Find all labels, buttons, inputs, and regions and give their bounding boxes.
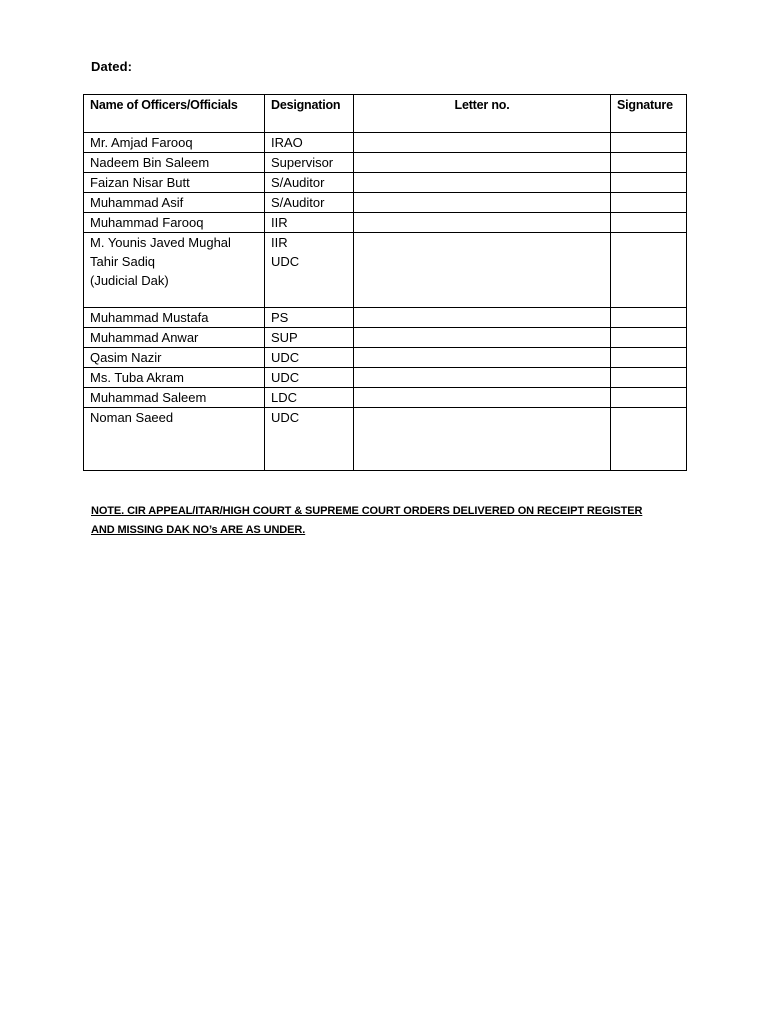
- header-letter-no: Letter no.: [354, 95, 611, 133]
- table-row: [84, 233, 687, 308]
- name-line: Mr. Amjad Farooq: [90, 135, 193, 150]
- note-text: [91, 502, 691, 540]
- table-row: [84, 193, 687, 213]
- name-cell: [84, 348, 265, 368]
- table-row: [84, 308, 687, 328]
- letter-no-cell: [354, 368, 611, 388]
- letter-no-cell: [354, 133, 611, 153]
- letter-no-cell: [354, 348, 611, 368]
- designation-cell: [265, 193, 354, 213]
- table-row: [84, 133, 687, 153]
- letter-no-cell: [354, 388, 611, 408]
- signature-cell: [611, 328, 687, 348]
- designation-line: IRAO: [271, 135, 303, 150]
- designation-cell: [265, 388, 354, 408]
- designation-line: UDC: [271, 370, 300, 385]
- table-row: [84, 388, 687, 408]
- signature-cell: [611, 388, 687, 408]
- name-cell: [84, 368, 265, 388]
- table-body: [84, 133, 687, 471]
- designation-cell: [265, 408, 354, 471]
- name-cell: [84, 328, 265, 348]
- letter-no-cell: [354, 153, 611, 173]
- signature-cell: [611, 233, 687, 308]
- designation-cell: [265, 368, 354, 388]
- designation-cell: [265, 348, 354, 368]
- letter-no-cell: [354, 308, 611, 328]
- name-cell: [84, 133, 265, 153]
- signature-cell: [611, 193, 687, 213]
- name-line: Qasim Nazir: [90, 350, 162, 365]
- name-line: M. Younis Javed Mughal: [90, 235, 231, 250]
- dated-label: Dated:: [91, 59, 133, 74]
- letter-no-cell: [354, 328, 611, 348]
- name-cell: [84, 233, 265, 308]
- name-cell: [84, 308, 265, 328]
- table-row: [84, 213, 687, 233]
- letter-no-cell: [354, 193, 611, 213]
- signature-cell: [611, 133, 687, 153]
- name-line: Noman Saeed: [90, 410, 174, 425]
- name-line: Muhammad Saleem: [90, 390, 207, 405]
- signature-cell: [611, 213, 687, 233]
- letter-no-cell: [354, 213, 611, 233]
- table-row: [84, 408, 687, 471]
- note-line: NOTE. CIR APPEAL/ITAR/HIGH COURT & SUPREME COURT ORDERS DELIVERED ON RECEIPT REGISTER: [91, 505, 643, 517]
- designation-line: UDC: [271, 350, 300, 365]
- header-name: Name of Officers/Officials: [84, 95, 265, 133]
- name-line: Muhammad Asif: [90, 195, 184, 210]
- table-row: [84, 348, 687, 368]
- designation-line: SUP: [271, 330, 298, 345]
- officials-register-table: [83, 94, 687, 471]
- name-line: Muhammad Mustafa: [90, 310, 209, 325]
- designation-line: IIR: [271, 215, 288, 230]
- table-row: [84, 328, 687, 348]
- header-designation: Designation: [265, 95, 354, 133]
- name-line: Ms. Tuba Akram: [90, 370, 184, 385]
- designation-line: UDC: [271, 254, 300, 269]
- designation-line: S/Auditor: [271, 195, 325, 210]
- designation-cell: [265, 173, 354, 193]
- designation-line: IIR: [271, 235, 288, 250]
- signature-cell: [611, 368, 687, 388]
- name-cell: [84, 213, 265, 233]
- name-cell: [84, 408, 265, 471]
- letter-no-cell: [354, 408, 611, 471]
- name-cell: [84, 153, 265, 173]
- signature-cell: [611, 308, 687, 328]
- designation-cell: [265, 153, 354, 173]
- name-line: Faizan Nisar Butt: [90, 175, 190, 190]
- table-row: [84, 153, 687, 173]
- name-cell: [84, 193, 265, 213]
- designation-line: LDC: [271, 390, 298, 405]
- note-line: AND MISSING DAK NO’s ARE AS UNDER.: [91, 524, 306, 536]
- name-line: Nadeem Bin Saleem: [90, 155, 210, 170]
- signature-cell: [611, 348, 687, 368]
- name-line: (Judicial Dak): [90, 273, 169, 288]
- name-line: Muhammad Farooq: [90, 215, 204, 230]
- designation-line: PS: [271, 310, 289, 325]
- designation-line: Supervisor: [271, 155, 334, 170]
- designation-cell: [265, 233, 354, 308]
- signature-cell: [611, 153, 687, 173]
- letter-no-cell: [354, 233, 611, 308]
- designation-cell: [265, 213, 354, 233]
- name-line: Muhammad Anwar: [90, 330, 199, 345]
- designation-cell: [265, 328, 354, 348]
- signature-cell: [611, 173, 687, 193]
- name-line: Tahir Sadiq: [90, 254, 156, 269]
- name-cell: [84, 388, 265, 408]
- name-cell: [84, 173, 265, 193]
- designation-cell: [265, 308, 354, 328]
- designation-cell: [265, 133, 354, 153]
- designation-line: S/Auditor: [271, 175, 325, 190]
- table-row: [84, 368, 687, 388]
- letter-no-cell: [354, 173, 611, 193]
- table-row: [84, 173, 687, 193]
- table-header-row: [84, 95, 687, 133]
- designation-line: UDC: [271, 410, 300, 425]
- signature-cell: [611, 408, 687, 471]
- header-signature: Signature: [611, 95, 687, 133]
